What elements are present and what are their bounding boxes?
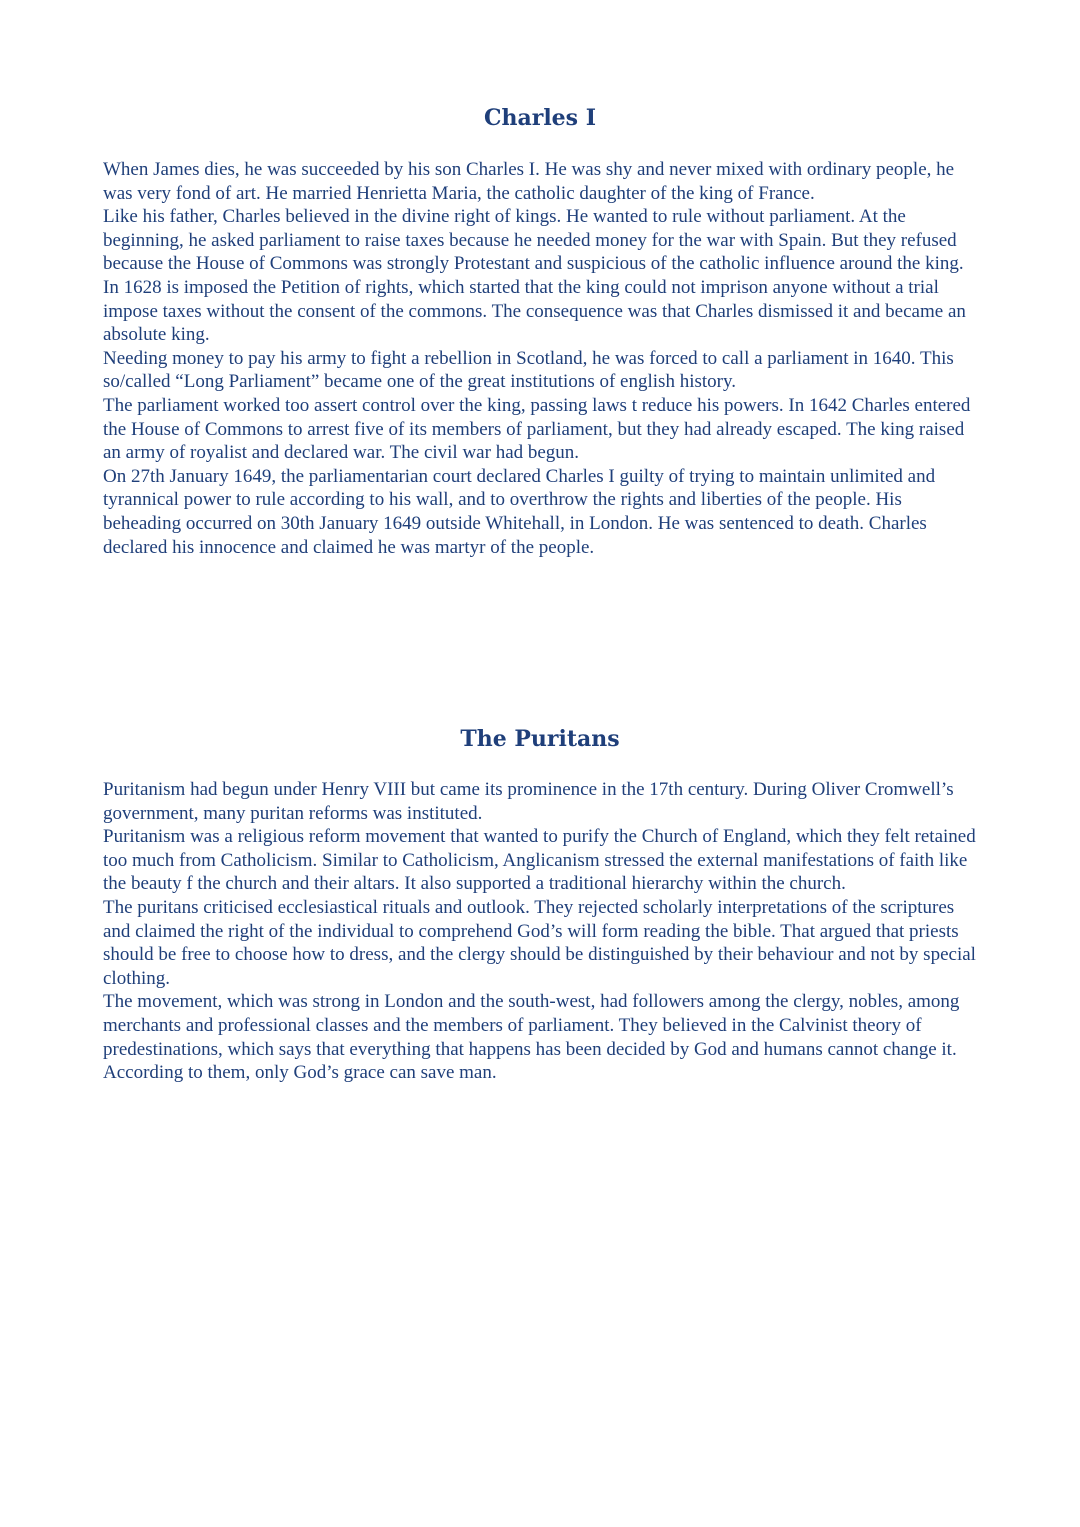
paragraph: Puritanism had begun under Henry VIII but came its prominence in the 17th century. During Oliver Cromwell’s government, many puritan reforms was instituted.	[103, 779, 954, 824]
paragraph: When James dies, he was succeeded by his son Charles I. He was shy and never mixed with ordinary people, he was very fond of art. He married Henrietta Maria, the catholic daughter of the king of France.	[103, 159, 955, 204]
section-body-charles-i	[103, 158, 983, 559]
section-body-the-puritans	[103, 778, 983, 1085]
paragraph: Needing money to pay his army to fight a rebellion in Scotland, he was forced to call a parliament in 1640. This so/called “Long Parliament” became one of the great institutions of english history.	[103, 347, 954, 393]
paragraph: Puritanism was a religious reform movement that wanted to purify the Church of England, which they felt retained too much from Catholicism. Similar to Catholicism, Anglicanism stressed the external manifestations of faith like the beauty f the church and their altars. It also supported a traditional hierarchy within the church.	[103, 826, 976, 895]
paragraph: The movement, which was strong in London and the south-west, had followers among the clergy, nobles, among merchants and professional classes and the members of parliament. They believed in the Calvinist theory of predestinations, which says that everything that happens has been decided by God and humans cannot change it. According to them, only God’s grace can save man.	[103, 991, 960, 1084]
section-title-the-puritans: The Puritans	[460, 726, 620, 752]
paragraph: Like his father, Charles believed in the divine right of kings. He wanted to rule without parliament. At the beginning, he asked parliament to raise taxes because he needed money for the war with Spain. But they refused because the House of Commons was strongly Protestant and suspicious of the catholic influence around the king. In 1628 is imposed the Petition of rights, which started that the king could not imprison anyone without a trial impose taxes without the consent of the commons. The consequence was that Charles dismissed it and became an absolute king.	[103, 206, 966, 346]
paragraph: On 27th January 1649, the parliamentarian court declared Charles I guilty of trying to maintain unlimited and tyrannical power to rule according to his wall, and to overthrow the rights and liberties of the people. His beheading occurred on 30th January 1649 outside Whitehall, in London. He was sentenced to death. Charles declared his innocence and claimed he was martyr of the people.	[103, 465, 936, 558]
paragraph: The parliament worked too assert control over the king, passing laws t reduce his powers. In 1642 Charles entered the House of Commons to arrest five of its members of parliament, but they had already escaped. The king raised an army of royalist and declared war. The civil war had begun.	[103, 394, 971, 464]
section-title-charles-i: Charles I	[483, 105, 597, 131]
paragraph: The puritans criticised ecclesiastical rituals and outlook. They rejected scholarly interpretations of the scriptures and claimed the right of the individual to comprehend God’s will form reading the bible. That argued that priests should be free to choose how to dress, and the clergy should be distinguished by their behaviour and not by special clothing.	[103, 896, 976, 989]
